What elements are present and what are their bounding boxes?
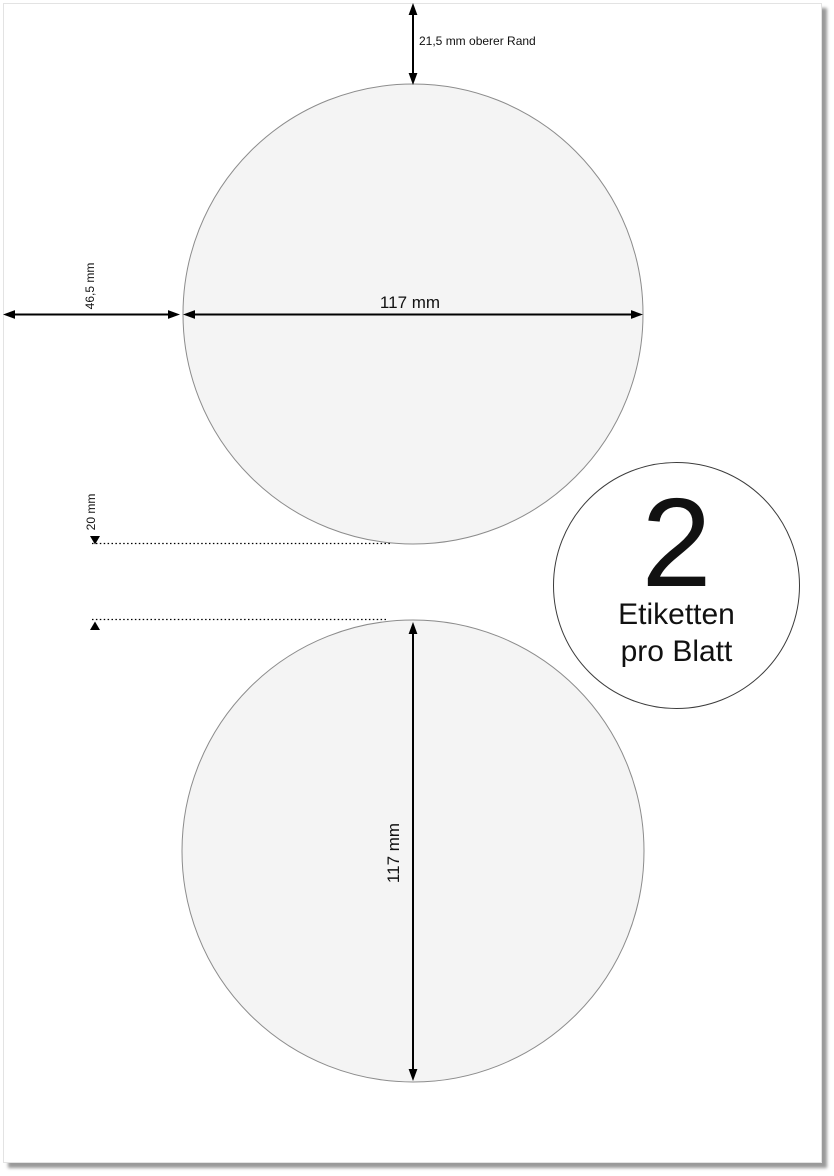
gap-arrow-down-icon bbox=[90, 536, 100, 545]
top-margin-arrow bbox=[409, 3, 418, 85]
left-margin-label: 46,5 mm bbox=[83, 262, 98, 310]
top-margin-label: 21,5 mm oberer Rand bbox=[419, 34, 536, 48]
diameter-label-vertical: 117 mm bbox=[384, 822, 404, 884]
badge-count: 2 bbox=[641, 471, 712, 613]
count-badge-content bbox=[618, 471, 735, 671]
diameter-label-horizontal: 117 mm bbox=[379, 293, 441, 313]
badge-line2: pro Blatt bbox=[620, 635, 733, 669]
badge-line1: Etiketten bbox=[618, 597, 735, 631]
count-badge bbox=[553, 462, 800, 709]
gap-label: 20 mm bbox=[84, 493, 99, 531]
gap-arrow-up-icon bbox=[90, 622, 100, 631]
left-margin-arrow bbox=[3, 310, 180, 319]
